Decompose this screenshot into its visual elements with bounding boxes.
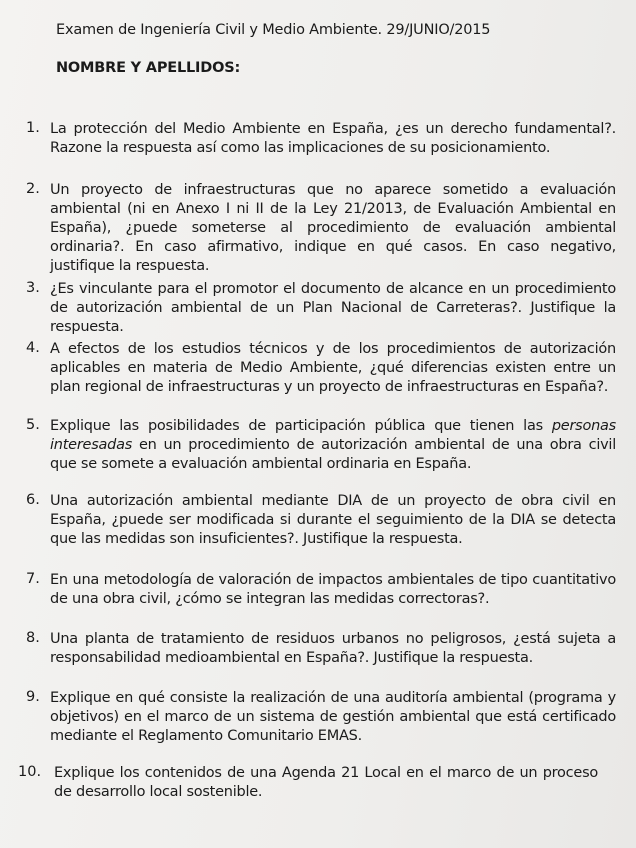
question-text: Explique los contenidos de una Agenda 21 Local en el marco de un proceso de desarrollo local sostenible.: [54, 765, 598, 800]
question-text: ¿Es vinculante para el promotor el documento de alcance en un procedimiento de autorización ambiental de un Plan Nacional de Carreteras?. Justifique la respuesta.: [50, 281, 616, 335]
question-text: [50, 417, 616, 474]
question-number: 10.: [18, 764, 42, 780]
question-text-part: en un procedimiento de autorización ambiental de una obra civil que se somete a evaluación ambiental ordinaria en España.: [50, 437, 616, 472]
question-text: La protección del Medio Ambiente en España, ¿es un derecho fundamental?. Razone la respuesta así como las implicaciones de su posicionamiento.: [50, 121, 616, 156]
question-number: 5.: [26, 417, 40, 433]
question-text: Explique en qué consiste la realización de una auditoría ambiental (programa y objetivos) en el marco de un sistema de gestión ambiental que está certificado mediante el Reglamento Comunitario EMAS.: [50, 690, 616, 744]
question-text-italic: personas interesadas: [50, 418, 616, 453]
question-number: 7.: [26, 571, 40, 587]
question-text: A efectos de los estudios técnicos y de los procedimientos de autorización aplicables en materia de Medio Ambiente, ¿qué diferencias existen entre un plan regional de infraestructuras y un proyecto de infraestructuras en España?.: [50, 341, 616, 395]
question-number: 3.: [26, 280, 40, 296]
question-number: 4.: [26, 340, 40, 356]
question-text: Una autorización ambiental mediante DIA de un proyecto de obra civil en España, ¿puede ser modificada si durante el seguimiento de la DIA se detecta que las medidas son insuficientes?. Justifique la respuesta.: [50, 493, 616, 547]
exam-title: Examen de Ingeniería Civil y Medio Ambiente. 29/JUNIO/2015: [56, 22, 491, 38]
question-number: 8.: [26, 630, 40, 646]
question-number: 6.: [26, 492, 40, 508]
question-number: 9.: [26, 689, 40, 705]
question-number: 1.: [26, 120, 40, 136]
question-text: Un proyecto de infraestructuras que no aparece sometido a evaluación ambiental (ni en Anexo I ni II de la Ley 21/2013, de Evaluación Ambiental en España), ¿puede someterse al procedimiento de evaluación ambiental ordinaria?. En caso afirmativo, indique en qué casos. En caso negativo, justifique la respuesta.: [50, 182, 616, 274]
question-number: 2.: [26, 181, 40, 197]
question-text: Una planta de tratamiento de residuos urbanos no peligrosos, ¿está sujeta a responsabilidad medioambiental en España?. Justifique la respuesta.: [50, 631, 616, 666]
question-text-part: Explique las posibilidades de participación pública que tienen las: [50, 418, 552, 434]
question-text: En una metodología de valoración de impactos ambientales de tipo cuantitativo de una obra civil, ¿cómo se integran las medidas correctoras?.: [50, 572, 616, 607]
name-label: NOMBRE Y APELLIDOS:: [56, 60, 241, 76]
